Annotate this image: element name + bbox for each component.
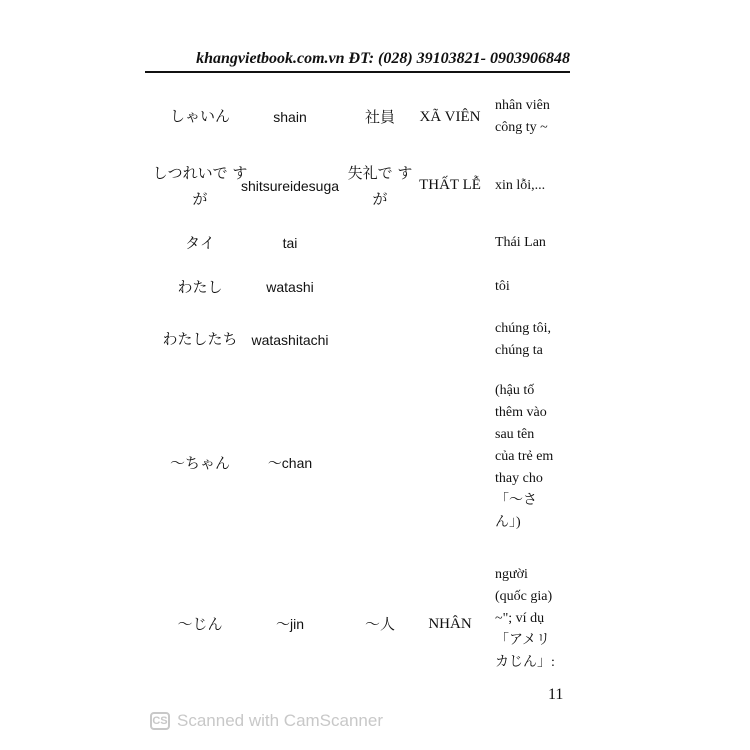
page-number: 11 <box>548 686 564 703</box>
meaning-line: thêm vào <box>495 405 547 420</box>
meaning-cell <box>495 175 570 197</box>
meaning-line: 「～さ <box>495 493 537 508</box>
meaning-cell <box>495 95 570 139</box>
hanviet-cell: NHÂN <box>428 616 472 632</box>
kana-cell: わたしたち <box>162 330 238 348</box>
meaning-line: công ty ~ <box>495 120 548 135</box>
meaning-line: Thái Lan <box>495 235 546 250</box>
meaning-line: sau tên <box>495 427 535 442</box>
kana-cell: タイ <box>185 234 215 252</box>
meaning-line: chúng ta <box>495 343 543 358</box>
camscanner-logo-icon: CS <box>150 712 170 730</box>
meaning-line: カじん」: <box>495 655 555 670</box>
hanviet-cell: THẤT LỄ <box>419 177 481 193</box>
romaji-cell: watashitachi <box>251 332 329 348</box>
meaning-cell <box>495 318 570 362</box>
meaning-cell <box>495 564 570 674</box>
meaning-line: chúng tôi, <box>495 321 551 336</box>
meaning-line: (quốc gia) <box>495 589 553 604</box>
romaji-cell: ～chan <box>267 455 313 471</box>
kanji-cell: 社員 <box>364 108 395 126</box>
meaning-line: tôi <box>495 279 510 294</box>
romaji-cell: watashi <box>266 279 314 295</box>
kana-cell: ～じん <box>177 615 223 633</box>
kana-cell: しゃいん <box>169 107 230 125</box>
meaning-line: (hậu tố <box>495 383 535 398</box>
header-divider <box>145 71 570 73</box>
meaning-line: của trẻ em <box>495 449 554 464</box>
kana-cell: しつれいで すが <box>152 164 248 208</box>
kanji-cell: ～人 <box>364 615 395 633</box>
romaji-cell: ～jin <box>275 616 304 632</box>
kanji-cell: 失礼で すが <box>347 164 413 208</box>
meaning-line: ~"; ví dụ <box>495 611 545 626</box>
meaning-line: 「アメリ <box>495 633 551 648</box>
romaji-cell: shain <box>273 109 307 125</box>
romaji-cell: shitsureidesuga <box>240 178 340 194</box>
meaning-line: xin lỗi,... <box>495 178 546 193</box>
watermark-text: Scanned with CamScanner <box>177 711 384 730</box>
kana-cell: わたし <box>177 278 223 296</box>
meaning-line: nhân viên <box>495 98 550 113</box>
scanner-watermark <box>150 711 383 731</box>
hanviet-cell: XÃ VIÊN <box>419 109 481 125</box>
meaning-cell <box>495 276 570 298</box>
meaning-line: ん」) <box>495 515 521 530</box>
meaning-line: người <box>495 567 528 582</box>
page-header: khangvietbook.com.vn ĐT: (028) 39103821- 0903906848 <box>196 50 570 67</box>
meaning-line: thay cho <box>495 471 543 486</box>
romaji-cell: tai <box>282 235 298 251</box>
meaning-cell <box>495 380 570 534</box>
meaning-cell <box>495 232 570 254</box>
kana-cell: ～ちゃん <box>169 454 230 472</box>
